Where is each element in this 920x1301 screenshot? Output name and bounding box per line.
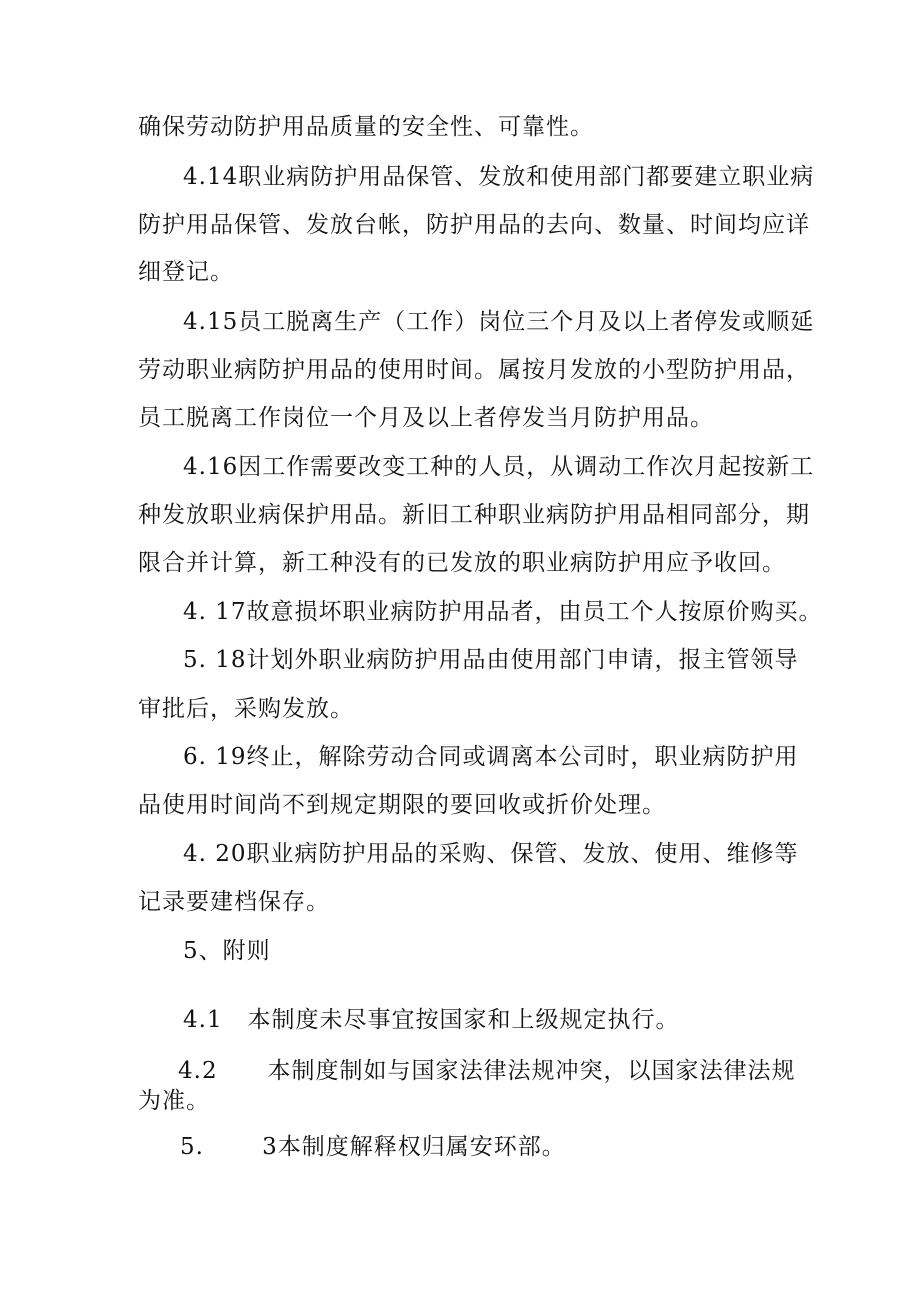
- text-line-8: 4.16因工作需要改变工种的人员，从调动工作次月起按新工: [183, 454, 815, 480]
- text-line-6: 劳动职业病防护用品的使用时间。属按月发放的小型防护用品，: [138, 357, 810, 383]
- text-line-13: 审批后，采购发放。: [138, 696, 354, 722]
- text-line-10: 限合并计算，新工种没有的已发放的职业病防护用应予收回。: [138, 550, 786, 576]
- text-line-4: 细登记。: [138, 259, 234, 285]
- section-heading-appendix: 5、附则: [183, 938, 271, 964]
- text-line-22: 5. 3本制度解释权归属安环部。: [180, 1134, 566, 1160]
- text-line-16: 4. 20职业病防护用品的采购、保管、发放、使用、维修等: [183, 841, 799, 867]
- text-line-14: 6. 19终止，解除劳动合同或调离本公司时，职业病防护用: [183, 744, 799, 770]
- text-line-20: 4.2 本制度制如与国家法律法规冲突，以国家法律法规: [178, 1058, 796, 1084]
- text-line-9: 种发放职业病保护用品。新旧工种职业病防护用品相同部分，期: [138, 502, 810, 528]
- text-line-3: 防护用品保管、发放台帐，防护用品的去向、数量、时间均应详: [138, 212, 810, 238]
- text-line-21: 为准。: [138, 1088, 210, 1114]
- text-line-11: 4. 17故意损坏职业病防护用品者，由员工个人按原价购买。: [183, 599, 823, 625]
- text-line-12: 5. 18计划外职业病防护用品由使用部门申请，报主管领导: [183, 647, 799, 673]
- text-line-2: 4.14职业病防护用品保管、发放和使用部门都要建立职业病: [183, 164, 815, 190]
- text-line-17: 记录要建档保存。: [138, 889, 330, 915]
- text-line-5: 4.15员工脱离生产（工作）岗位三个月及以上者停发或顺延: [183, 309, 815, 335]
- text-line-1: 确保劳动防护用品质量的安全性、可靠性。: [138, 114, 594, 140]
- text-line-7: 员工脱离工作岗位一个月及以上者停发当月防护用品。: [138, 405, 714, 431]
- text-line-19: 4.1 本制度未尽事宜按国家和上级规定执行。: [183, 1007, 680, 1033]
- text-line-15: 品使用时间尚不到规定期限的要回收或折价处理。: [138, 792, 666, 818]
